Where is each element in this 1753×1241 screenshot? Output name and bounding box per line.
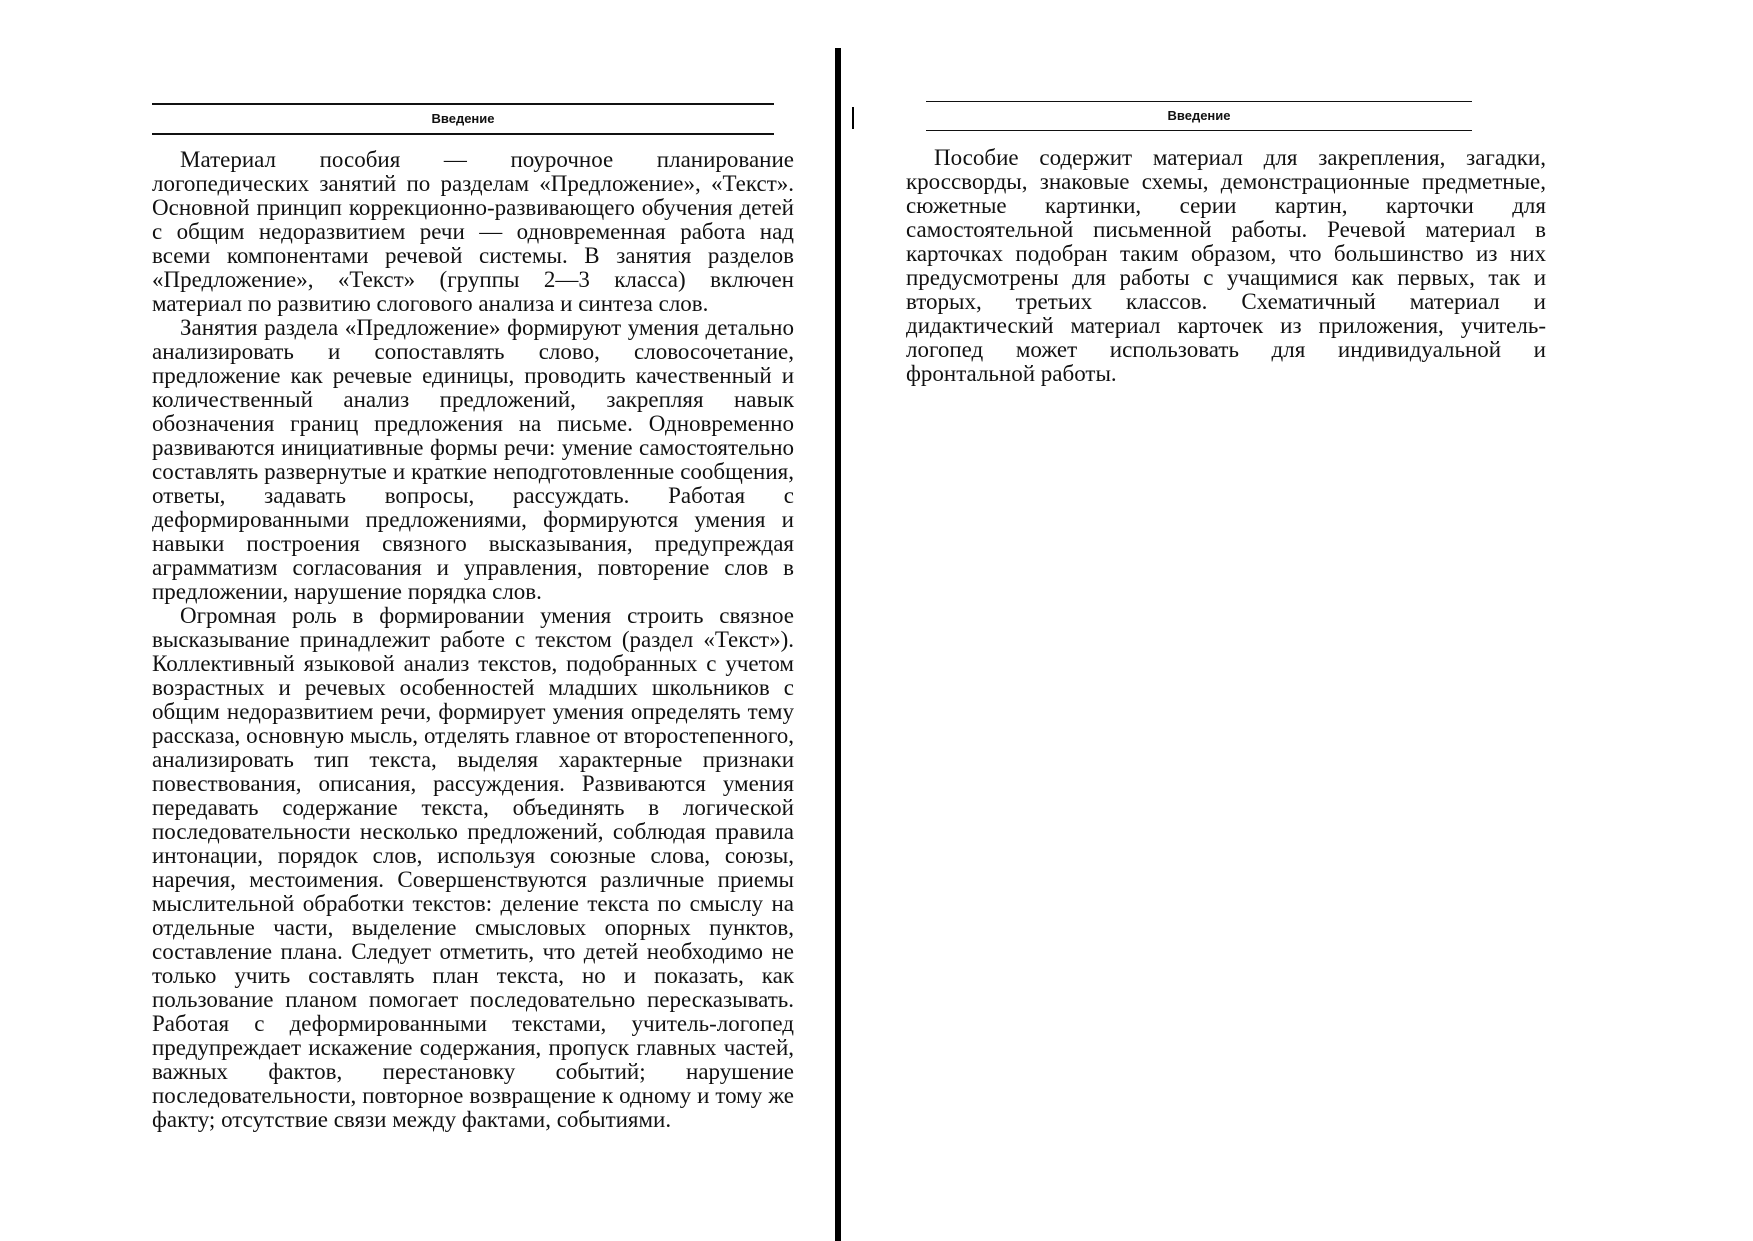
left-paragraph-1: Материал пособия — поурочное планирование логопедических занятий по разделам «Предложение», «Текст». Основной принцип коррекционно-развивающего обучения детей с общим недоразвитием речи — одновременная работа над всеми компонентами речевой системы. В занятия разделов «Предложение», «Текст» (группы 2—3 класса) включен материал по развитию слогового анализа и синтеза слов. [152,147,794,316]
left-page-header: Введение [152,103,774,135]
left-page-body [152,148,794,1132]
right-page-body [906,146,1546,386]
page-edge-mark [852,107,854,129]
book-spine-divider [835,48,841,1241]
left-paragraph-3: Огромная роль в формировании умения строить связное высказывание принадлежит работе с текстом (раздел «Текст»). Коллективный языковой анализ текстов, подобранных с учетом возрастных и речевых особенностей младших школьников с общим недоразвитием речи, формирует умения определять тему рассказа, основную мысль, отделять главное от второстепенного, анализировать тип текста, выделяя характерные признаки повествования, описания, рассуждения. Развиваются умения передавать содержание текста, объединять в логической последовательности несколько предложений, соблюдая правила интонации, порядок слов, используя союзные слова, союзы, наречия, местоимения. Совершенствуются различные приемы мыслительной обработки текстов: деление текста по смыслу на отдельные части, выделение смысловых опорных пунктов, составление плана. Следует отметить, что детей необходимо не только учить составлять план текста, но и показать, как пользование планом помогает последовательно пересказывать. Работая с деформированными текстами, учитель-логопед предупреждает искажение содержания, пропуск главных частей, важных фактов, перестановку событий; нарушение последовательности, повторное возвращение к одному и тому же факту; отсутствие связи между фактами, событиями. [152,603,794,1132]
right-page-header: Введение [926,101,1472,131]
right-paragraph-1: Пособие содержит материал для закрепления, загадки, кроссворды, знаковые схемы, демонстрационные предметные, сюжетные картинки, серии картин, карточки для самостоятельной письменной работы. Речевой материал в карточках подобран таким образом, что большинство из них предусмотрены для работы с учащимися как первых, так и вторых, третьих классов. Схематичный материал и дидактический материал карточек из приложения, учитель-логопед может использовать для индивидуальной и фронтальной работы. [906,145,1546,386]
left-paragraph-2: Занятия раздела «Предложение» формируют умения детально анализировать и сопоставлять слово, словосочетание, предложение как речевые единицы, проводить качественный и количественный анализ предложений, закрепляя навык обозначения границ предложения на письме. Одновременно развиваются инициативные формы речи: умение самостоятельно составлять развернутые и краткие неподготовленные сообщения, ответы, задавать вопросы, рассуждать. Работая с деформированными предложениями, формируются умения и навыки построения связного высказывания, предупреждая аграмматизм согласования и управления, повторение слов в предложении, нарушение порядка слов. [152,315,794,604]
